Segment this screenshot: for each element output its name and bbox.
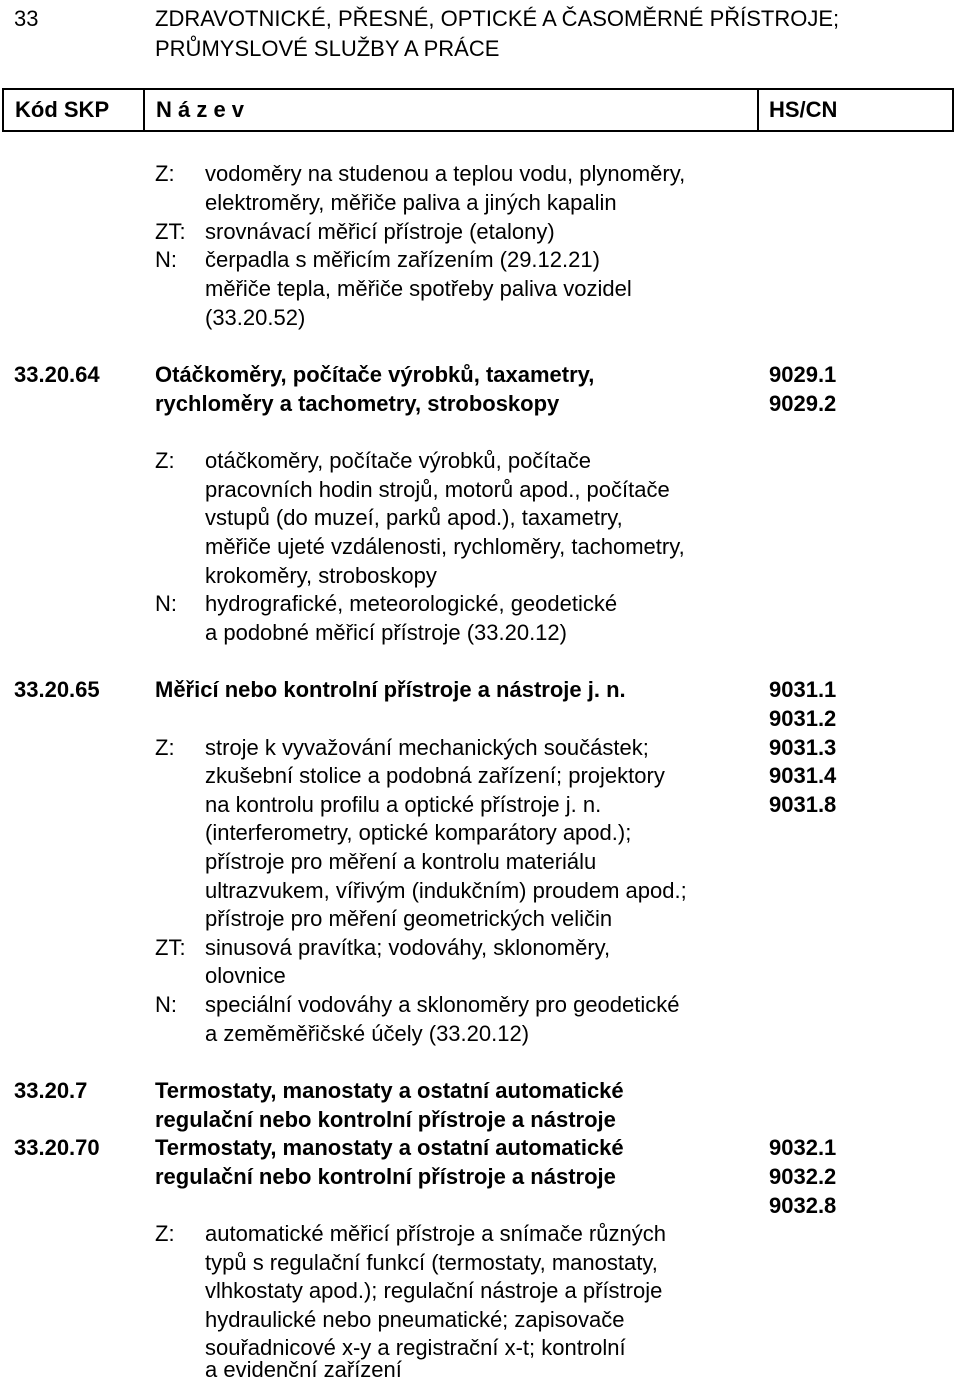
- note-line: otáčkoměry, počítače výrobků, počítače: [205, 448, 591, 473]
- entry-title-line: Termostaty, manostaty a ostatní automatické: [155, 1078, 624, 1103]
- note-line: na kontrolu profilu a optické přístroje j. n.: [205, 792, 602, 817]
- hs-code: 9031.4: [769, 763, 837, 788]
- note-line: a evidenční zařízení: [205, 1357, 402, 1382]
- note-line: (interferometry, optické komparátory apod.);: [205, 820, 632, 845]
- header-code: Kód SKP: [4, 90, 145, 130]
- entry-code: 33.20.65: [14, 677, 100, 702]
- chapter-title-line: ZDRAVOTNICKÉ, PŘESNÉ, OPTICKÉ A ČASOMĚRNÉ PŘÍSTROJE;: [155, 6, 840, 31]
- hs-code: 9031.1: [769, 677, 837, 702]
- hs-code: 9029.2: [769, 391, 837, 416]
- entry-title-line: Otáčkoměry, počítače výrobků, taxametry,: [155, 362, 595, 387]
- note-line: souřadnicové x-y a registrační x-t; kontrolní: [205, 1335, 626, 1360]
- column-header-table: [2, 88, 954, 132]
- hs-code: 9031.2: [769, 706, 837, 731]
- note-line: přístroje pro měření geometrických veličin: [205, 906, 613, 931]
- note-line: vlhkostaty apod.); regulační nástroje a přístroje: [205, 1278, 663, 1303]
- note-tag: N:: [155, 992, 177, 1017]
- note-tag: Z:: [155, 161, 175, 186]
- note-line: automatické měřicí přístroje a snímače různých: [205, 1221, 666, 1246]
- note-line: sinusová pravítka; vodováhy, sklonoměry,: [205, 935, 611, 960]
- entry-title-line: regulační nebo kontrolní přístroje a nástroje: [155, 1164, 616, 1189]
- hs-code: 9032.1: [769, 1135, 837, 1160]
- note-line: vstupů (do muzeí, parků apod.), taxametry,: [205, 505, 623, 530]
- note-tag: N:: [155, 591, 177, 616]
- note-line: stroje k vyvažování mechanických součástek;: [205, 735, 649, 760]
- note-line: typů s regulační funkcí (termostaty, manostaty,: [205, 1250, 658, 1275]
- entry-code: 33.20.7: [14, 1078, 88, 1103]
- entry-code: 33.20.64: [14, 362, 100, 387]
- entry-title-line: rychloměry a tachometry, stroboskopy: [155, 391, 560, 416]
- chapter-title: [155, 4, 955, 64]
- entry-title-line: regulační nebo kontrolní přístroje a nástroje: [155, 1107, 616, 1132]
- note-line: měřiče ujeté vzdálenosti, rychloměry, tachometry,: [205, 534, 685, 559]
- note-tag: Z:: [155, 1221, 175, 1246]
- chapter-number: 33: [14, 6, 39, 31]
- note-tag: ZT:: [155, 935, 186, 960]
- note-tag: Z:: [155, 735, 175, 760]
- note-line: elektroměry, měřiče paliva a jiných kapalin: [205, 190, 617, 215]
- note-line: pracovních hodin strojů, motorů apod., počítače: [205, 477, 670, 502]
- note-line: (33.20.52): [205, 305, 306, 330]
- header-name: N á z e v: [145, 90, 759, 130]
- entry-title-line: Termostaty, manostaty a ostatní automatické: [155, 1135, 624, 1160]
- hs-code: 9031.8: [769, 792, 837, 817]
- note-line: vodoměry na studenou a teplou vodu, plynoměry,: [205, 161, 686, 186]
- note-line: ultrazvukem, vířivým (indukčním) proudem apod.;: [205, 878, 687, 903]
- note-line: hydrografické, meteorologické, geodetické: [205, 591, 618, 616]
- entry-title-line: Měřicí nebo kontrolní přístroje a nástroje j. n.: [155, 677, 626, 702]
- entry-code: 33.20.70: [14, 1135, 100, 1160]
- note-line: zkušební stolice a podobná zařízení; projektory: [205, 763, 665, 788]
- chapter-title-line: PRŮMYSLOVÉ SLUŽBY A PRÁCE: [155, 36, 500, 61]
- note-tag: Z:: [155, 448, 175, 473]
- note-tag: ZT:: [155, 219, 186, 244]
- hs-code: 9032.8: [769, 1193, 837, 1218]
- note-line: čerpadla s měřicím zařízením (29.12.21): [205, 247, 600, 272]
- header-hs: HS/CN: [769, 97, 838, 122]
- note-line: a podobné měřicí přístroje (33.20.12): [205, 620, 567, 645]
- hs-code: 9029.1: [769, 362, 837, 387]
- note-line: srovnávací měřicí přístroje (etalony): [205, 219, 555, 244]
- note-line: olovnice: [205, 963, 286, 988]
- note-line: hydraulické nebo pneumatické; zapisovače: [205, 1307, 625, 1332]
- note-tag: N:: [155, 247, 177, 272]
- note-line: měřiče tepla, měřiče spotřeby paliva vozidel: [205, 276, 632, 301]
- hs-code: 9032.2: [769, 1164, 837, 1189]
- note-line: speciální vodováhy a sklonoměry pro geodetické: [205, 992, 680, 1017]
- note-line: přístroje pro měření a kontrolu materiálu: [205, 849, 597, 874]
- note-line: a zeměměřičské účely (33.20.12): [205, 1021, 530, 1046]
- hs-code: 9031.3: [769, 735, 837, 760]
- note-line: krokoměry, stroboskopy: [205, 563, 437, 588]
